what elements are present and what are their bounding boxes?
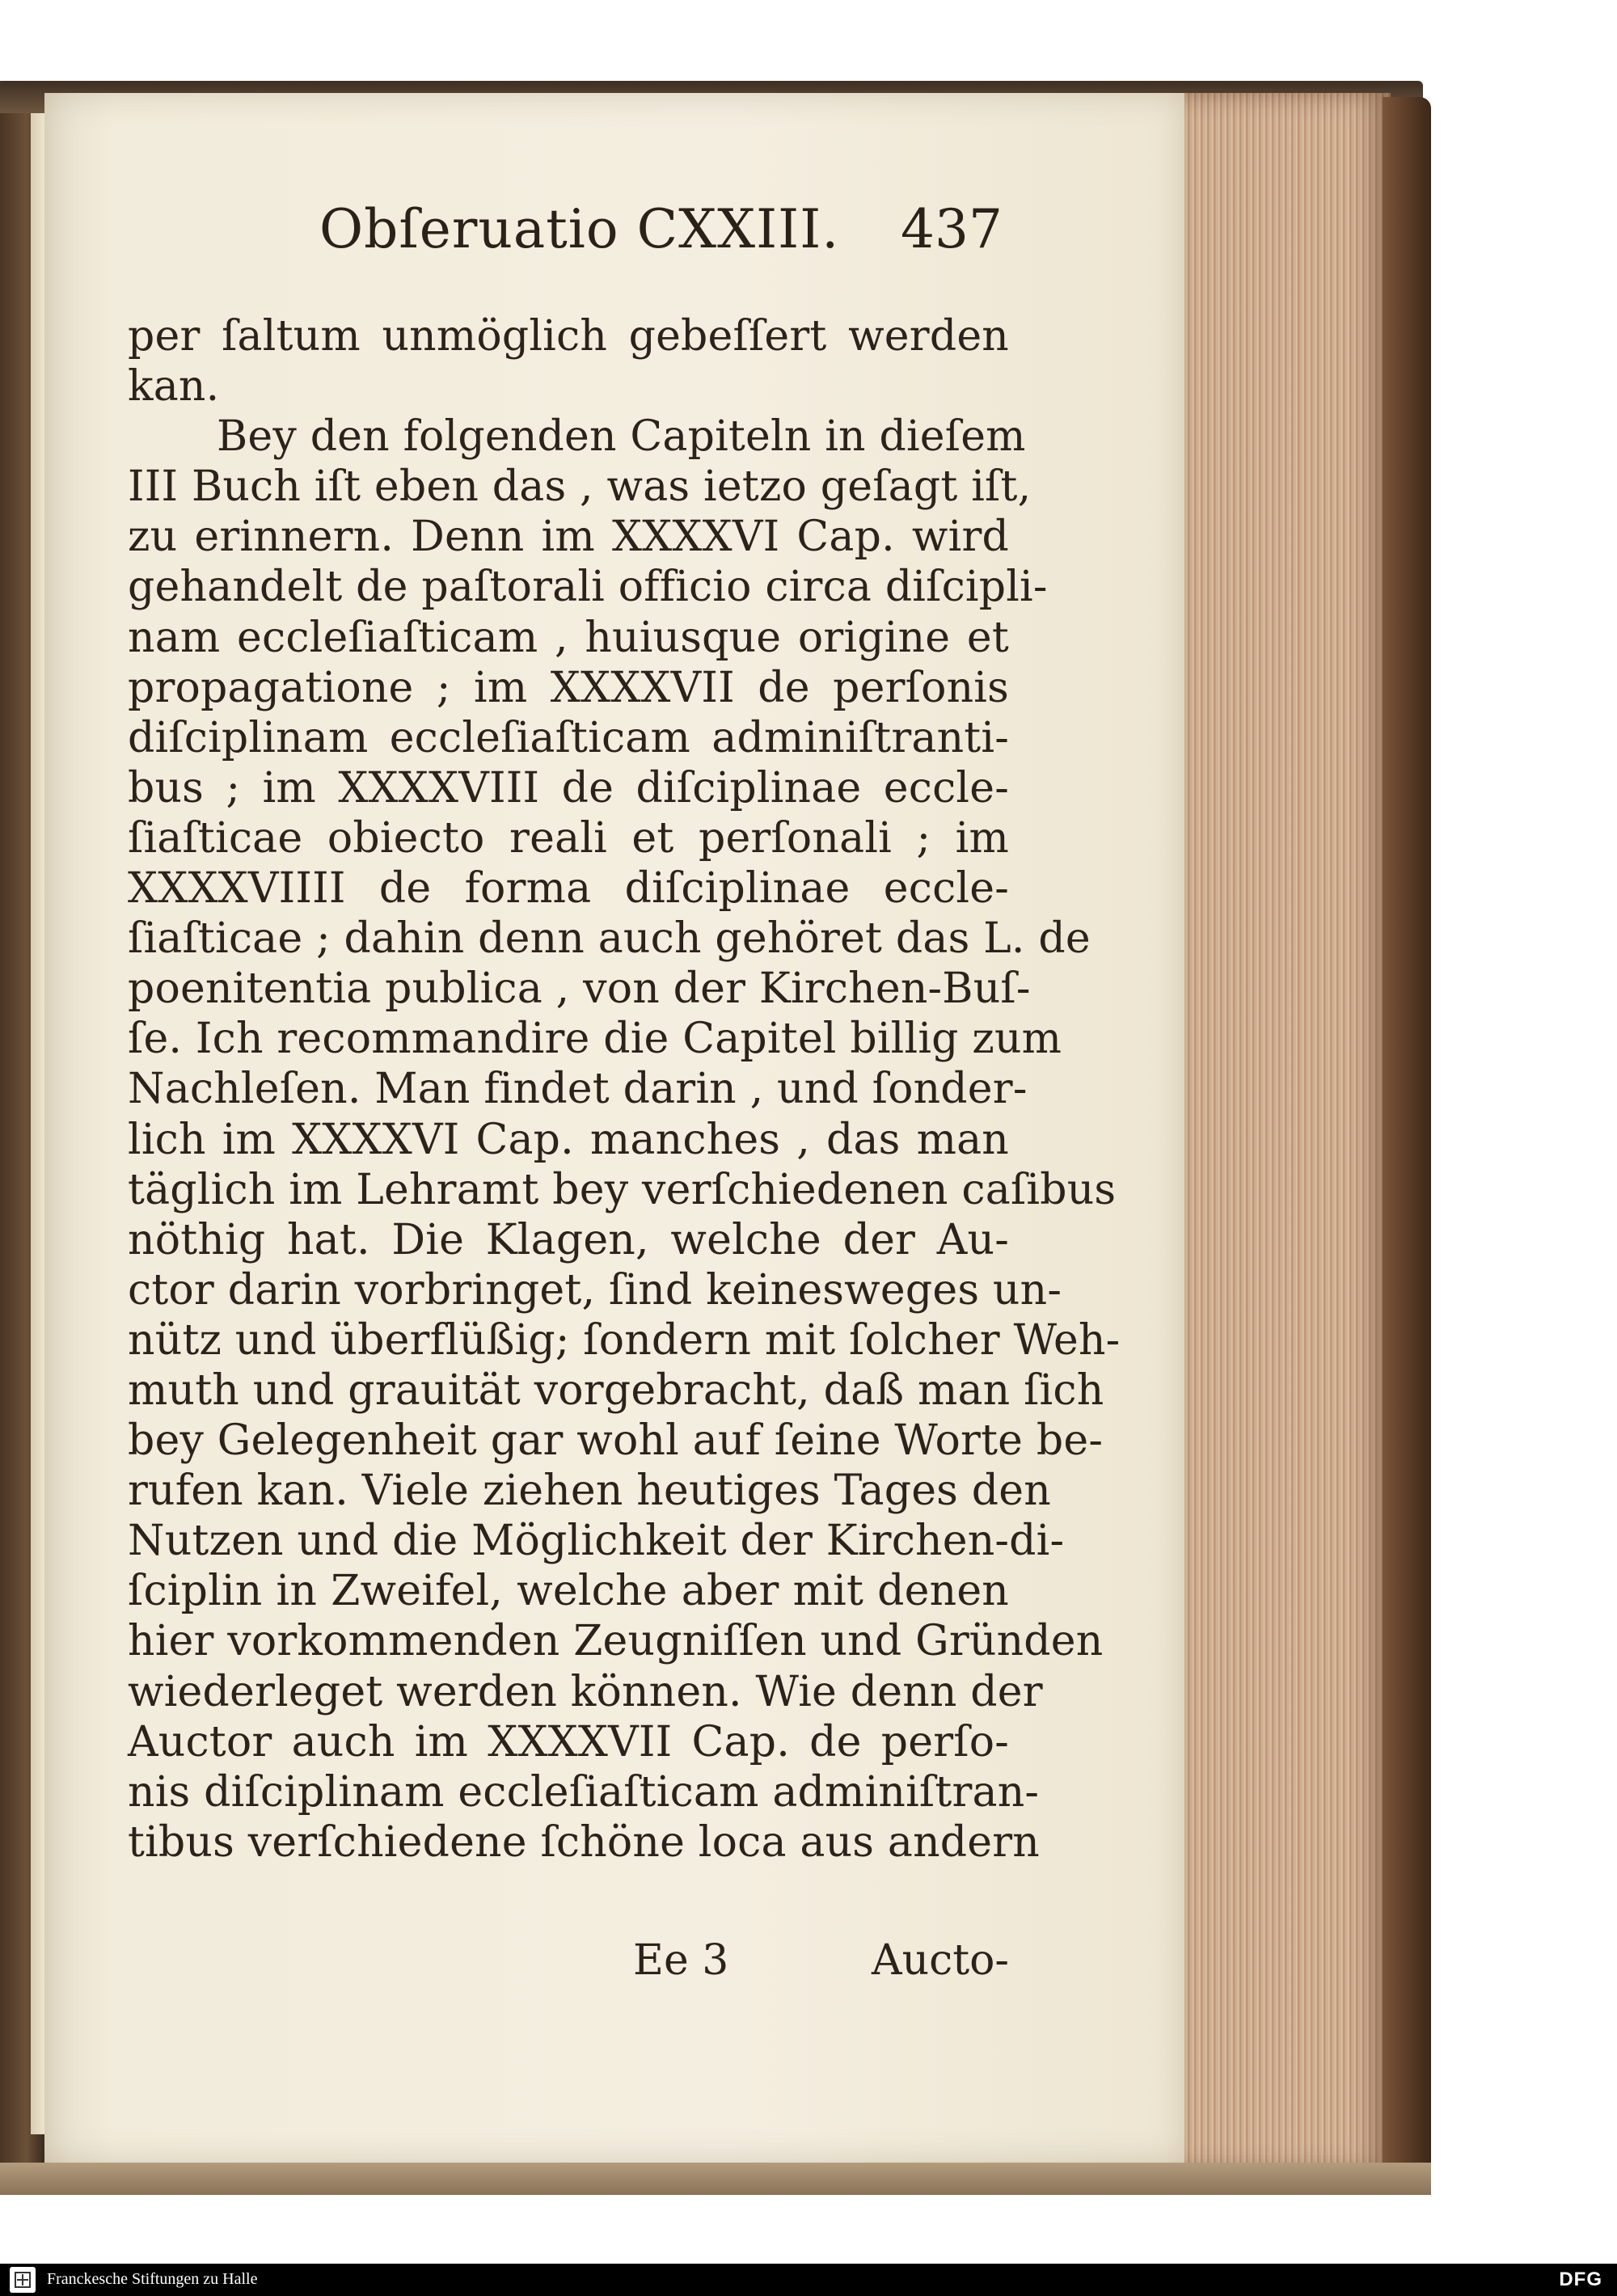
text-line: lich im XXXXVI Cap. manches , das man [128, 1115, 1009, 1164]
text-line: diſciplinam eccleſiaſticam adminiſtranti- [128, 713, 1009, 762]
back-cover-edge [1383, 97, 1431, 2183]
text-line: ſiaſticae obiecto reali et perſonali ; im [128, 813, 1009, 863]
text-line: per ſaltum unmöglich gebeſſert werden [128, 312, 1009, 361]
text-line: ſe. Ich recommandire die Capitel billig zum [128, 1015, 1062, 1064]
text-line: XXXXVIIII de forma diſciplinae eccle- [128, 864, 1009, 914]
institution-logo-icon [10, 2267, 36, 2293]
text-line: muth und grauität vorgebracht, daß man ſich [128, 1365, 1104, 1415]
text-line: poenitentia publica , von der Kirchen-Buſ- [128, 964, 1031, 1014]
text-line: ſciplin in Zweifel, welche aber mit denen [128, 1567, 1009, 1616]
dfg-logo: DFG [1559, 2269, 1602, 2290]
text-line: wiederleget werden können. Wie denn der [128, 1667, 1043, 1716]
text-line: gehandelt de paſtorali officio circa diſcipli- [128, 563, 1048, 612]
page-number: 437 [901, 198, 1003, 260]
catchword: Aucto- [872, 1936, 1009, 1985]
verso-page-edge [31, 113, 45, 2134]
running-head [129, 198, 1003, 279]
running-title: Obſeruatio CXXIII. [319, 198, 840, 260]
signature-row [128, 1936, 1009, 1993]
text-line: nöthig hat. Die Klagen, welche der Au- [128, 1215, 1009, 1264]
text-line: nam eccleſiaſticam , huiusque origine et [128, 613, 1009, 662]
text-line: ctor darin vorbringet, ſind keinesweges un- [128, 1265, 1062, 1315]
bottom-cover-edge [0, 2163, 1431, 2195]
text-line: täglich im Lehramt bey verſchiedenen caſibus [128, 1165, 1117, 1214]
text-line: bus ; im XXXXVIII de diſciplinae eccle- [128, 763, 1009, 812]
gathering-signature: Ee 3 [633, 1936, 729, 1985]
text-line: kan. [128, 362, 220, 412]
text-line: Nutzen und die Möglichkeit der Kirchen-di- [128, 1517, 1065, 1566]
institution-name: Franckesche Stiftungen zu Halle [47, 2270, 258, 2288]
text-line: nis diſciplinam eccleſiaſticam adminiſtran- [128, 1767, 1040, 1817]
text-line: ſiaſticae ; dahin denn auch gehöret das L. de [128, 914, 1091, 964]
body-text [128, 311, 1121, 1868]
text-line: rufen kan. Viele ziehen heutiges Tages den [128, 1467, 1051, 1516]
text-line: Auctor auch im XXXXVII Cap. de perſo- [128, 1717, 1009, 1766]
text-line: tibus verſchiedene ſchöne loca aus andern [128, 1817, 1041, 1867]
text-line: zu erinnern. Denn im XXXXVI Cap. wird [128, 513, 1009, 562]
text-line: bey Gelegenheit gar wohl auf ſeine Worte be- [128, 1416, 1104, 1466]
text-line: Bey den folgenden Capiteln in dieſem [217, 412, 1026, 462]
text-line: nütz und überflüßig; ſondern mit ſolcher Weh- [128, 1315, 1121, 1365]
text-line: Nachleſen. Man findet darin , und ſonder- [128, 1065, 1028, 1114]
fore-edge-leaves [1184, 93, 1391, 2171]
footer-bar [0, 2264, 1617, 2296]
text-line: propagatione ; im XXXXVII de perſonis [128, 663, 1009, 712]
text-line: hier vorkommenden Zeugniſſen und Gründen [128, 1617, 1104, 1666]
text-line: III Buch iſt eben das , was ietzo geſagt iſt, [128, 462, 1032, 512]
